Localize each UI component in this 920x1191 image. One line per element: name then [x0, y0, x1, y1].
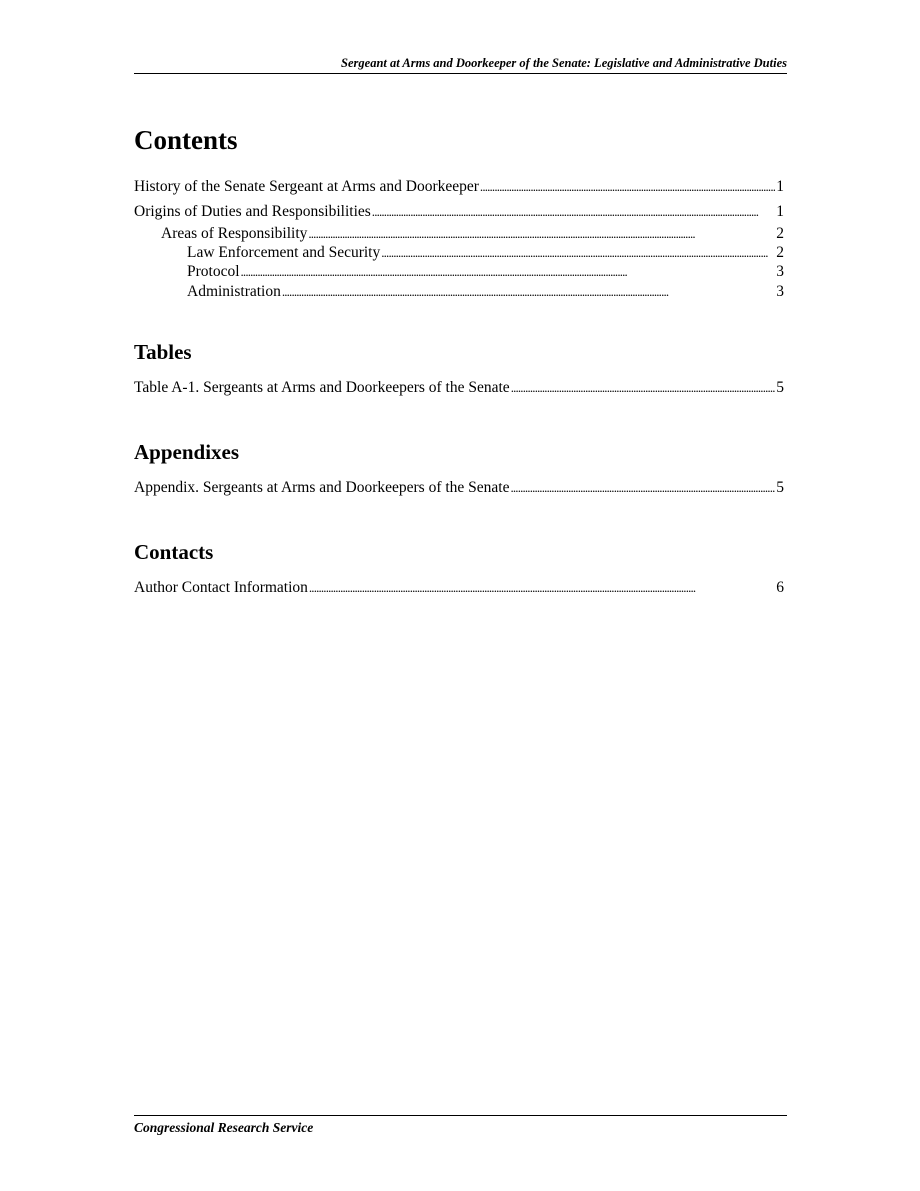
- toc-entry-label: Protocol: [187, 263, 240, 280]
- toc-entry[interactable]: [187, 263, 784, 281]
- toc-entry-label: History of the Senate Sergeant at Arms and Doorkeeper: [134, 178, 479, 195]
- toc-entry-page: 1: [776, 178, 784, 195]
- contents-heading: Contents: [134, 125, 238, 155]
- footer-text: Congressional Research Service: [134, 1120, 314, 1135]
- dot-leader: [511, 379, 776, 397]
- running-header: Sergeant at Arms and Doorkeeper of the Senate: Legislative and Administrative Duties: [134, 56, 787, 74]
- dot-leader: [241, 263, 776, 281]
- toc-entry-label: Table A-1. Sergeants at Arms and Doorkeepers of the Senate: [134, 379, 510, 396]
- toc-entry-label: Law Enforcement and Security: [187, 244, 381, 261]
- toc-entry-page: 2: [776, 244, 784, 261]
- toc-entry[interactable]: [187, 283, 784, 301]
- toc-entry[interactable]: [134, 178, 784, 196]
- dot-leader: [282, 283, 775, 301]
- toc-entry-page: 6: [776, 579, 784, 596]
- dot-leader: [372, 203, 775, 221]
- dot-leader: [308, 225, 775, 243]
- toc-entry[interactable]: [134, 379, 784, 397]
- toc-entry-label: Author Contact Information: [134, 579, 308, 596]
- toc-entry-page: 2: [776, 225, 784, 242]
- dot-leader: [309, 579, 775, 597]
- dot-leader: [480, 178, 775, 196]
- footer-divider: [134, 1115, 787, 1116]
- toc-entry[interactable]: [134, 479, 784, 497]
- toc-entry-page: 5: [776, 479, 784, 496]
- toc-entry-label: Areas of Responsibility: [161, 225, 308, 242]
- dot-leader: [381, 244, 775, 262]
- toc-entry[interactable]: [187, 244, 784, 262]
- toc-entry-page: 3: [776, 263, 784, 280]
- toc-entry[interactable]: [161, 225, 784, 243]
- appendixes-heading: Appendixes: [134, 440, 240, 464]
- dot-leader: [511, 479, 776, 497]
- toc-entry-label: Origins of Duties and Responsibilities: [134, 203, 371, 220]
- toc-entry-label: Administration: [187, 283, 281, 300]
- toc-entry[interactable]: [134, 203, 784, 221]
- toc-entry[interactable]: [134, 579, 784, 597]
- toc-entry-page: 1: [776, 203, 784, 220]
- toc-entry-page: 3: [776, 283, 784, 300]
- toc-entry-label: Appendix. Sergeants at Arms and Doorkeepers of the Senate: [134, 479, 510, 496]
- tables-heading: Tables: [134, 340, 192, 364]
- toc-entry-page: 5: [776, 379, 784, 396]
- contacts-heading: Contacts: [134, 540, 214, 564]
